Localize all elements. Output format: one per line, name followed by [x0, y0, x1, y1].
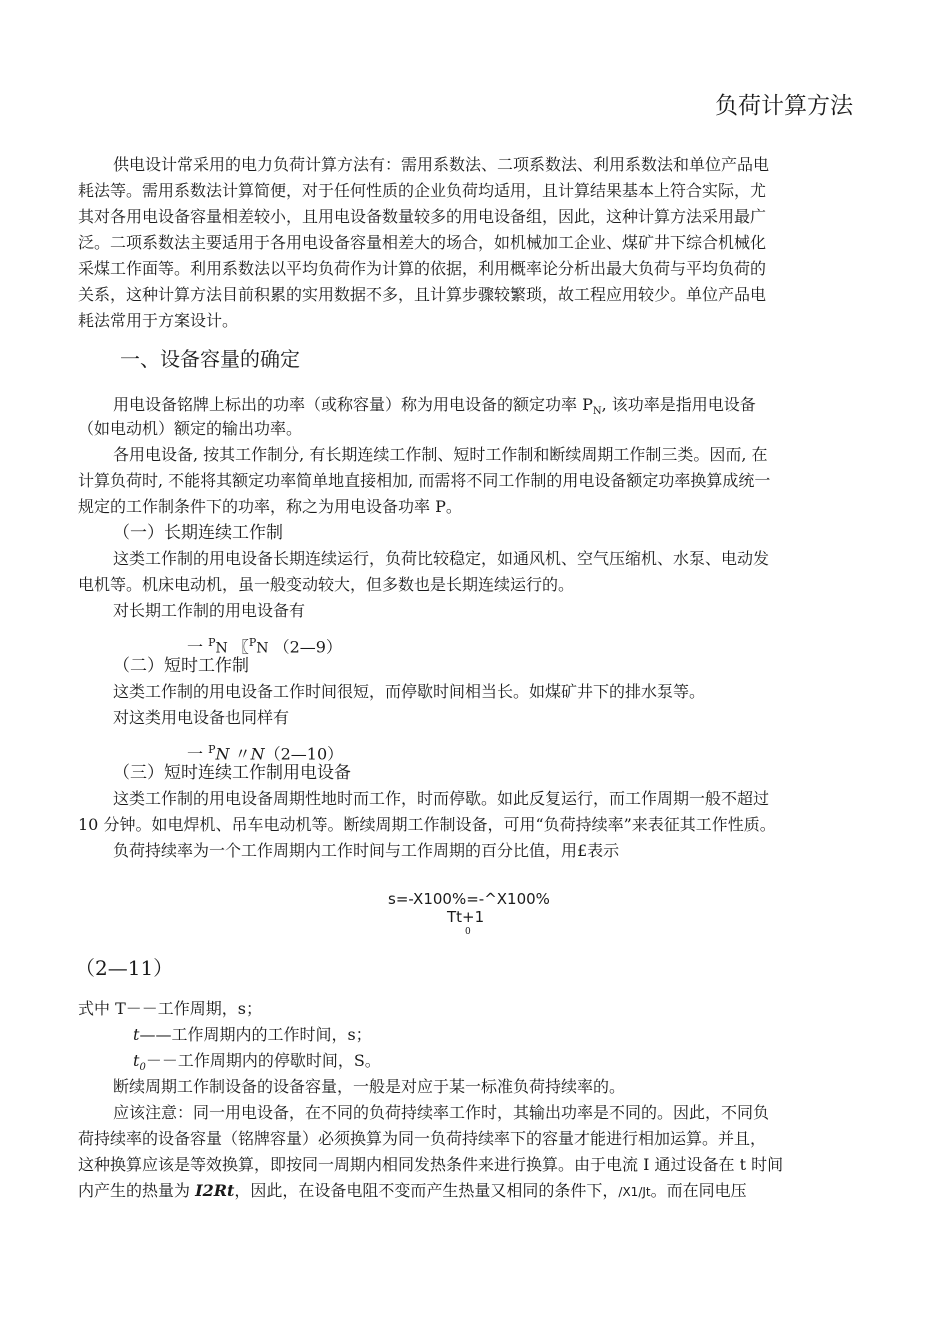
- text-line: 对这类用电设备也同样有: [113, 708, 290, 727]
- text-line: 耗法常用于方案设计。: [78, 311, 239, 330]
- text-line: 规定的工作制条件下的功率，称之为用电设备功率 P。: [78, 497, 462, 516]
- text-fragment: , 该功率是指用电设备: [601, 395, 756, 414]
- text-line: 计算负荷时, 不能将其额定功率简单地直接相加, 而需将不同工作制的用电设备额定功率换算成统一: [78, 471, 771, 490]
- text-fragment: 用电设备铭牌上标出的功率（或称容量）称为用电设备的额定功率 P: [113, 395, 593, 414]
- subsection-heading: （一）长期连续工作制: [113, 523, 283, 543]
- eq-symbol: 一: [187, 744, 204, 764]
- text-line: 这类工作制的用电设备周期性地时而工作，时而停歇。如此反复运行，而工作周期一般不超过: [113, 789, 770, 808]
- equation-2-11-subscript: 0: [465, 927, 471, 937]
- symbol-t0: t: [133, 1051, 140, 1070]
- text-fragment: ——工作周期内的工作时间，s；: [139, 1025, 372, 1044]
- eq-symbol: 一: [187, 637, 204, 657]
- text-line: 负荷持续率为一个工作周期内工作时间与工作周期的百分比值，用£表示: [113, 841, 620, 860]
- subscript: 0: [139, 1062, 146, 1074]
- equation-number: （2—11）: [75, 956, 174, 980]
- eq-symbol: P: [208, 636, 216, 649]
- equation-2-11-denominator: Tt+1: [447, 908, 485, 926]
- formula-fragment: /X1/Jt: [618, 1185, 651, 1199]
- text-line: 式中 T－－工作周期，s；: [78, 999, 262, 1018]
- page-title: 负荷计算方法: [715, 93, 853, 119]
- eq-symbol: N: [215, 744, 230, 764]
- eq-symbol: 〃: [234, 744, 251, 764]
- text-line: 耗法等。需用系数法计算简便，对于任何性质的企业负荷均适用，且计算结果基本上符合实际，尤: [78, 181, 767, 200]
- text-line: 各用电设备, 按其工作制分, 有长期连续工作制、短时工作制和断续周期工作制三类。因而, 在: [113, 445, 768, 464]
- equation-2-10: [187, 740, 343, 764]
- equation-2-11-numerator: s=-X100%=-^X100%: [388, 890, 550, 908]
- eq-symbol: P: [208, 743, 216, 756]
- section-heading: 一、设备容量的确定: [120, 347, 300, 371]
- text-line: 断续周期工作制设备的设备容量，一般是对应于某一标准负荷持续率的。: [113, 1077, 626, 1096]
- formula-i2rt: I2Rt: [195, 1181, 235, 1200]
- symbol-t: t: [133, 1025, 140, 1044]
- text-line: 泛。二项系数法主要适用于各用电设备容量相差大的场合，如机械加工企业、煤矿井下综合机械化: [78, 233, 767, 252]
- text-line: [133, 1051, 381, 1078]
- text-fragment: －－工作周期内的停歇时间，S。: [145, 1051, 381, 1070]
- text-line: 对长期工作制的用电设备有: [113, 601, 306, 620]
- eq-symbol: N: [215, 640, 228, 657]
- text-line: [133, 1025, 372, 1045]
- text-fragment: 。而在同电压: [650, 1181, 747, 1200]
- text-line: （如电动机）额定的输出功率。: [78, 419, 303, 438]
- text-line: 供电设计常采用的电力负荷计算方法有：需用系数法、二项系数法、利用系数法和单位产品电: [113, 155, 770, 174]
- text-fragment: ，因此，在设备电阻不变而产生热量又相同的条件下，: [234, 1181, 619, 1200]
- equation-number: （2—9）: [273, 637, 342, 657]
- subscript: N: [592, 406, 602, 418]
- text-line: 其对各用电设备容量相差较小，且用电设备数量较多的用电设备组，因此，这种计算方法采用最广: [78, 207, 767, 226]
- text-line: 荷持续率的设备容量（铭牌容量）必须换算为同一负荷持续率下的容量才能进行相加运算。并且，: [78, 1129, 767, 1148]
- text-line: [78, 1181, 747, 1202]
- eq-symbol: N: [256, 640, 269, 657]
- text-line: 电机等。机床电动机，虽一般变动较大，但多数也是长期连续运行的。: [78, 575, 575, 594]
- text-line: 关系，这种计算方法目前积累的实用数据不多，且计算步骤较繁琐，故工程应用较少。单位产品电: [78, 285, 767, 304]
- subsection-heading: （三）短时连续工作制用电设备: [113, 763, 351, 783]
- equation-number: （2—10）: [264, 744, 344, 764]
- eq-symbol: 〖: [232, 637, 249, 657]
- text-line: 这类工作制的用电设备长期连续运行，负荷比较稳定，如通风机、空气压缩机、水泵、电动发: [113, 549, 770, 568]
- text-line: 这类工作制的用电设备工作时间很短，而停歇时间相当长。如煤矿井下的排水泵等。: [113, 682, 706, 701]
- text-fragment: 内产生的热量为: [78, 1181, 196, 1200]
- text-line: 这种换算应该是等效换算，即按同一周期内相同发热条件来进行换算。由于电流 I 通过设备在 t 时间: [78, 1155, 784, 1174]
- text-line: 应该注意：同一用电设备，在不同的负荷持续率工作时，其输出功率是不同的。因此，不同负: [113, 1103, 770, 1122]
- text-line: 10 分钟。如电焊机、吊车电动机等。断续周期工作制设备，可用“负荷持续率”来表征其工作性质。: [78, 815, 776, 834]
- subsection-heading: （二）短时工作制: [113, 656, 249, 676]
- eq-symbol: P: [248, 636, 257, 649]
- eq-symbol: N: [250, 744, 265, 764]
- text-line: 采煤工作面等。利用系数法以平均负荷作为计算的依据，利用概率论分析出最大负荷与平均负荷的: [78, 259, 767, 278]
